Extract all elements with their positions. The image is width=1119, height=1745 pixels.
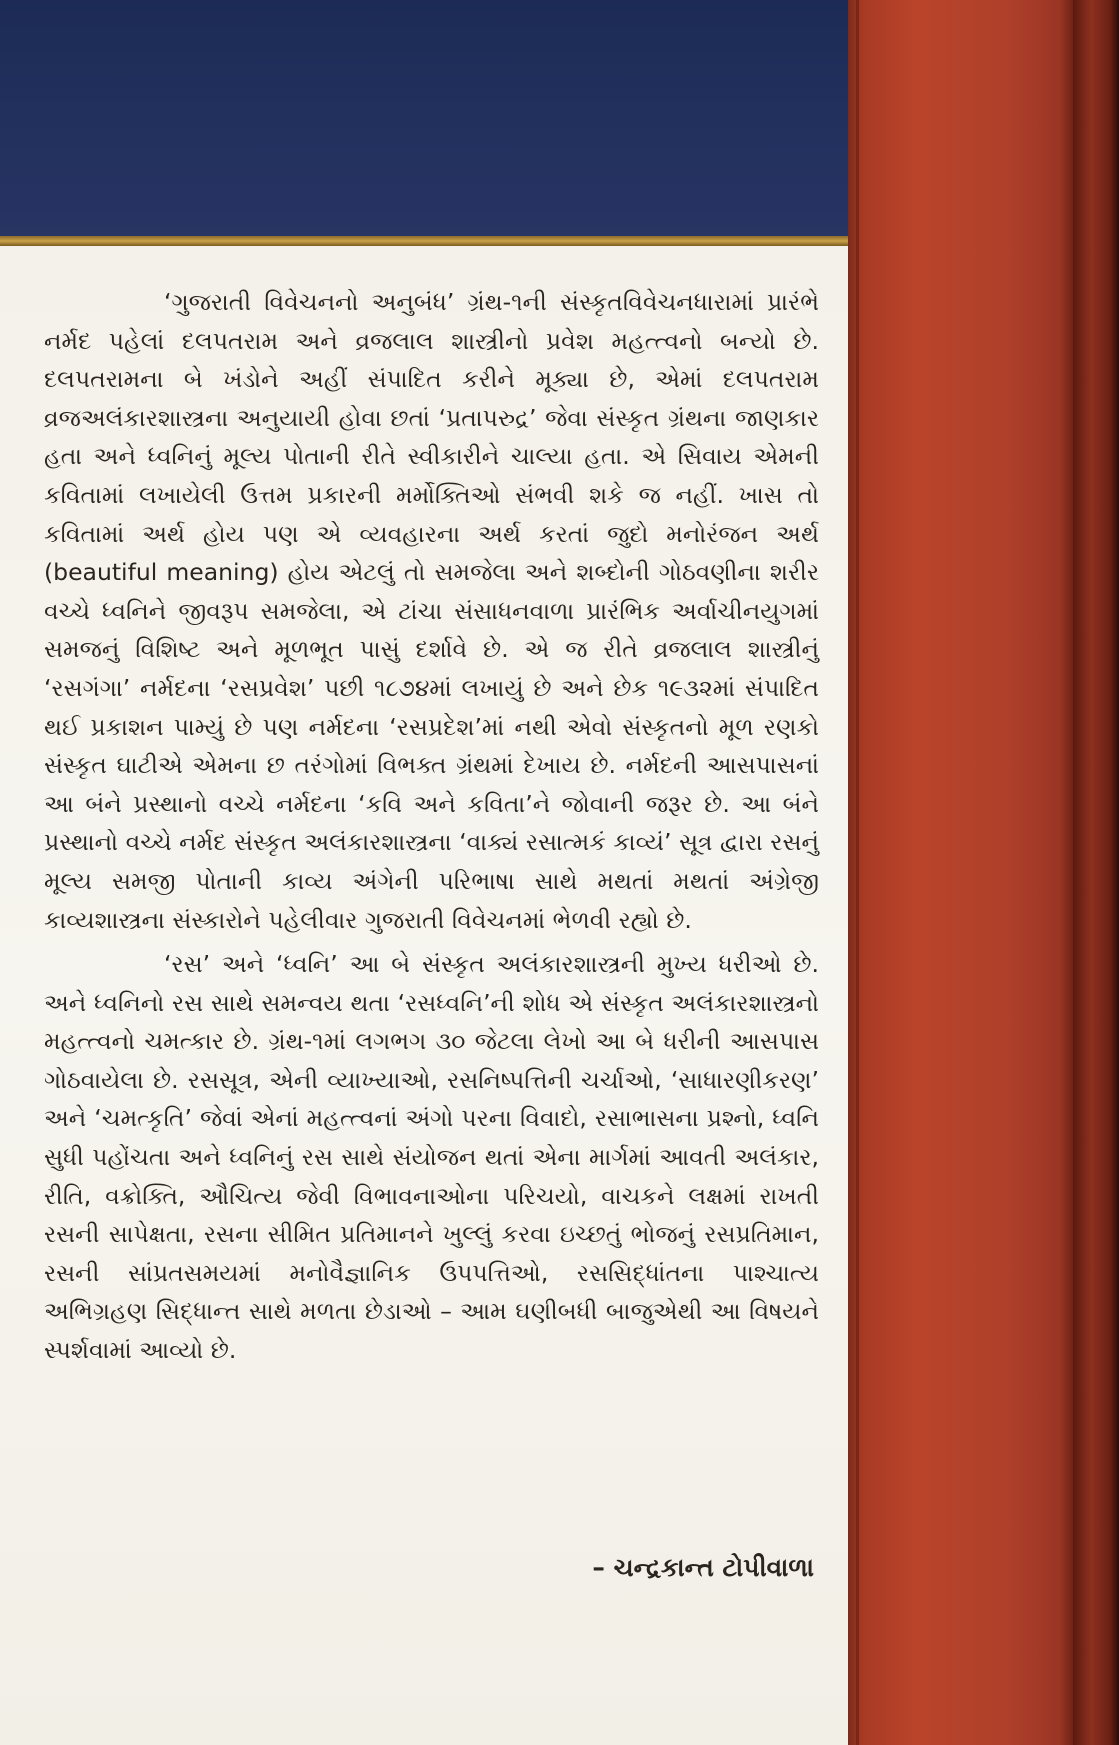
blurb-paragraph-2: ‘રસ’ અને ‘ધ્વનિ’ આ બે સંસ્કૃત અલંકારશાસ્ત્રની મુખ્ય ધરીઓ છે. અને ધ્વનિનો રસ સાથે સમન્વય થતા ‘રસધ્વનિ’ની શોધ એ સંસ્કૃત અલંકારશાસ્ત્રનો મહત્ત્વનો ચમત્કાર છે. ગ્રંથ-૧માં લગભગ ૩૦ જેટલા લેખો આ બે ધરીની આસપાસ ગોઠવાયેલા છે. રસસૂત્ર, એની વ્યાખ્યાઓ, રસનિષ્પત્તિની ચર્ચાઓ, ‘સાધારણીકરણ’ અને ‘ચમત્કૃતિ’ જેવાં એનાં મહત્ત્વનાં અંગો પરના વિવાદો, રસાભાસના પ્રશ્નો, ધ્વનિ સુધી પહોંચતા અને ધ્વનિનું રસ સાથે સંયોજન થતાં એના માર્ગમાં આવતી અલંકાર, રીતિ, વક્રોક્તિ, ઔચિત્ય જેવી વિભાવનાઓના પરિચયો, વાચકને લક્ષમાં રાખતી રસની સાપેક્ષતા, રસના સીમિત પ્રતિમાનને ખુલ્લું કરવા ઇચ્છતું ભોજનું રસપ્રતિમાન, રસની સાંપ્રતસમયમાં મનોવૈજ્ઞાનિક ઉપપત્તિઓ, રસસિદ્ધાંતના પાશ્ચાત્ય અભિગ્રહણ સિદ્ધાન્ત સાથે મળતા છેડાઓ – આમ ઘણીબધી બાજુએથી આ વિષયને સ્પર્શવામાં આવ્યો છે.: [44, 950, 819, 1365]
band-edge: [0, 236, 848, 246]
author-signature: – ચન્દ્રકાન્ત ટોપીવાળા: [592, 1553, 814, 1582]
blurb-text: [44, 283, 819, 1370]
cover-edge: [1073, 0, 1119, 1745]
blurb-paragraph-1: ‘ગુજરાતી વિવેચનનો અનુબંધ’ ગ્રંથ-૧ની સંસ્કૃતવિવેચનધારામાં પ્રારંભે નર્મદ પહેલાં દલપતરામ અને વ્રજલાલ શાસ્ત્રીનો પ્રવેશ મહત્ત્વનો બન્યો છે. દલપતરામના બે ખંડોને અહીં સંપાદિત કરીને મૂક્યા છે, એમાં દલપતરામ વ્રજઅલંકારશાસ્ત્રના અનુયાયી હોવા છતાં ‘પ્રતાપરુદ્ર’ જેવા સંસ્કૃત ગ્રંથના જાણકાર હતા અને ધ્વનિનું મૂલ્ય પોતાની રીતે સ્વીકારીને ચાલ્યા હતા. એ સિવાય એમની કવિતામાં લખાયેલી ઉત્તમ પ્રકારની મર્મોક્તિઓ સંભવી શકે જ નહીં. ખાસ તો કવિતામાં અર્થ હોય પણ એ વ્યવહારના અર્થ કરતાં જુદો મનોરંજન અર્થ (beautiful meaning) હોય એટલું તો સમજેલા અને શબ્દોની ગોઠવણીના શરીર વચ્ચે ધ્વનિને જીવરૂપ સમજેલા, એ ટાંચા સંસાધનવાળા પ્રારંભિક અર્વાચીનયુગમાં સમજનું વિશિષ્ટ અને મૂળભૂત પાસું દર્શાવે છે. એ જ રીતે વ્રજલાલ શાસ્ત્રીનું ‘રસગંગા’ નર્મદના ‘રસપ્રવેશ’ પછી ૧૮૭૪માં લખાયું છે અને છેક ૧૯૩૨માં સંપાદિત થઈ પ્રકાશન પામ્યું છે પણ નર્મદના ‘રસપ્રદેશ’માં નથી એવો સંસ્કૃતનો મૂળ રણકો સંસ્કૃત ઘાટીએ એમના છ તરંગોમાં વિભક્ત ગ્રંથમાં દેખાય છે. નર્મદની આસપાસનાં આ બંને પ્રસ્થાનો વચ્ચે નર્મદના ‘કવિ અને કવિતા’ને જોવાની જરૂર છે. આ બંને પ્રસ્થાનો વચ્ચે નર્મદ સંસ્કૃત અલંકારશાસ્ત્રના ‘વાક્યં રસાત્મકં કાવ્યં’ સૂત્ર દ્વારા રસનું મૂલ્ય સમજી પોતાની કાવ્ય અંગેની પરિભાષા સાથે મથતાં મથતાં અંગ્રેજી કાવ્યશાસ્ત્રના સંસ્કારોને પહેલીવાર ગુજરાતી વિવેચનમાં ભેળવી રહ્યો છે.: [44, 288, 819, 934]
spine-hinge: [856, 0, 859, 1745]
navy-top-band: [0, 0, 848, 243]
book-spine: [848, 0, 1073, 1745]
